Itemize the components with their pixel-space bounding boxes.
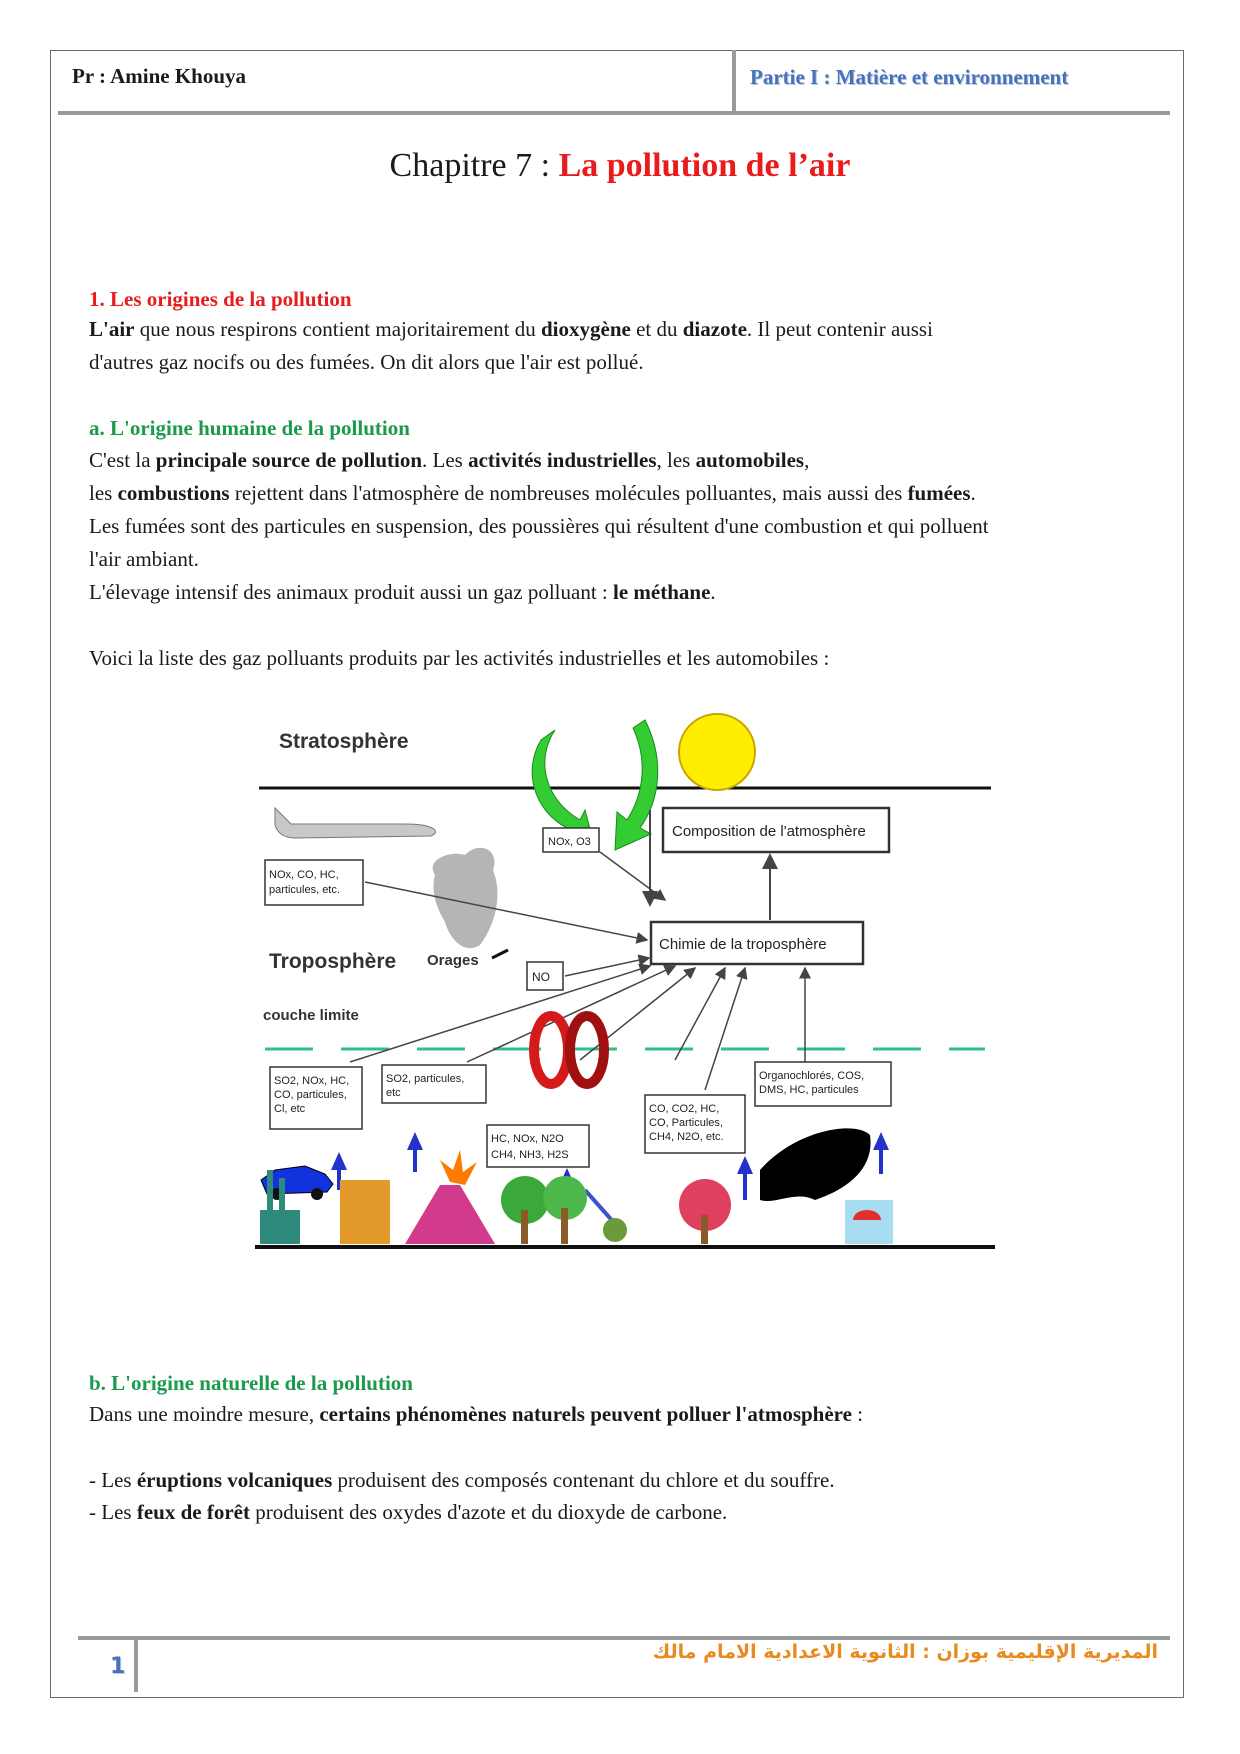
boundary-layer-label: couche limite <box>263 1007 359 1024</box>
section-1-heading: 1. Les origines de la pollution <box>89 287 352 311</box>
svg-text:CH4, NH3, H2S: CH4, NH3, H2S <box>491 1149 569 1161</box>
svg-text:SO2, NOx, HC,: SO2, NOx, HC, <box>274 1075 350 1087</box>
svg-text:NOx, CO, HC,: NOx, CO, HC, <box>269 869 339 881</box>
svg-text:CH4, N2O, etc.: CH4, N2O, etc. <box>649 1131 724 1143</box>
footer-separator <box>134 1636 138 1692</box>
section-a-line-5: L'élevage intensif des animaux produit aussi un gaz polluant : le méthane. <box>89 580 716 604</box>
svg-text:NO: NO <box>532 970 550 984</box>
author-name: Pr : Amine Khouya <box>72 64 247 88</box>
svg-text:CO, Particules,: CO, Particules, <box>649 1117 723 1129</box>
svg-text:CO, particules,: CO, particules, <box>274 1089 347 1101</box>
svg-text:Composition de l'atmosphère: Composition de l'atmosphère <box>672 823 866 840</box>
svg-text:Chimie de la troposphère: Chimie de la troposphère <box>659 936 827 953</box>
strong-air: L'air <box>89 317 135 341</box>
footer-divider <box>78 1636 1170 1640</box>
strong-dioxygene: dioxygène <box>541 317 631 341</box>
svg-text:HC, NOx, N2O: HC, NOx, N2O <box>491 1133 564 1145</box>
section-a-line-2: les combustions rejettent dans l'atmosphère de nombreuses molécules polluantes, mais aussi des fumées. <box>89 481 976 505</box>
part-title: Partie I : Matière et environnement <box>750 65 1069 89</box>
stratosphere-label: Stratosphère <box>279 730 409 753</box>
volcano-icon <box>405 1185 495 1244</box>
beach-icon <box>845 1200 893 1244</box>
section-a-line-1: C'est la principale source de pollution. Les activités industrielles, les automobiles, <box>89 448 810 472</box>
paragraph-1-line-2: d'autres gaz nocifs ou des fumées. On dit alors que l'air est pollué. <box>89 350 644 374</box>
chapter-prefix: Chapitre 7 : <box>389 147 559 184</box>
section-b-heading: b. L'origine naturelle de la pollution <box>89 1371 413 1395</box>
trees-icon <box>501 1176 627 1244</box>
buildings-icon <box>340 1180 390 1244</box>
pollution-diagram <box>255 700 995 1260</box>
section-a-line-4: l'air ambiant. <box>89 547 199 571</box>
header-separator <box>732 50 736 113</box>
chapter-main-title: La pollution de l’air <box>558 147 851 184</box>
svg-text:SO2, particules,: SO2, particules, <box>386 1073 465 1085</box>
svg-text:CO, CO2, HC,: CO, CO2, HC, <box>649 1103 720 1115</box>
storms-label: Orages <box>427 952 479 969</box>
green-arrow-right-icon <box>615 720 658 850</box>
chapter-title <box>0 147 1240 185</box>
svg-text:etc: etc <box>386 1087 401 1099</box>
svg-text:particules, etc.: particules, etc. <box>269 884 340 896</box>
strong-diazote: diazote <box>682 317 747 341</box>
school-name: المديرية الإقليمية بوزان : الثانوية الاعدادية الامام مالك <box>652 1641 1158 1663</box>
section-b-line-3: - Les feux de forêt produisent des oxydes d'azote et du dioxyde de carbone. <box>89 1500 728 1524</box>
page-number: 1 <box>110 1654 126 1679</box>
svg-text:NOx, O3: NOx, O3 <box>548 836 591 848</box>
svg-text:DMS, HC, particules: DMS, HC, particules <box>759 1084 859 1096</box>
header-divider <box>58 111 1170 115</box>
section-a-line-3: Les fumées sont des particules en suspension, des poussières qui résultent d'une combustion et qui polluent <box>89 514 989 538</box>
section-a-line-6: Voici la liste des gaz polluants produits par les activités industrielles et les automobiles : <box>89 646 830 670</box>
troposphere-label: Troposphère <box>269 950 397 973</box>
sun-icon <box>679 714 755 790</box>
section-a-heading: a. L'origine humaine de la pollution <box>89 416 410 440</box>
paragraph-1-line-1: L'air que nous respirons contient majoritairement du dioxygène et du diazote. Il peut contenir aussi <box>89 317 933 341</box>
svg-text:Cl, etc: Cl, etc <box>274 1103 306 1115</box>
section-b-line-1: Dans une moindre mesure, certains phénomènes naturels peuvent polluer l'atmosphère : <box>89 1402 864 1426</box>
airplane-icon <box>275 808 435 838</box>
svg-text:Organochlorés, COS,: Organochlorés, COS, <box>759 1070 865 1082</box>
box-plane-emissions <box>265 860 363 905</box>
smoke-plume-icon <box>760 1128 871 1201</box>
section-b-line-2: - Les éruptions volcaniques produisent des composés contenant du chlore et du souffre. <box>89 1468 835 1492</box>
